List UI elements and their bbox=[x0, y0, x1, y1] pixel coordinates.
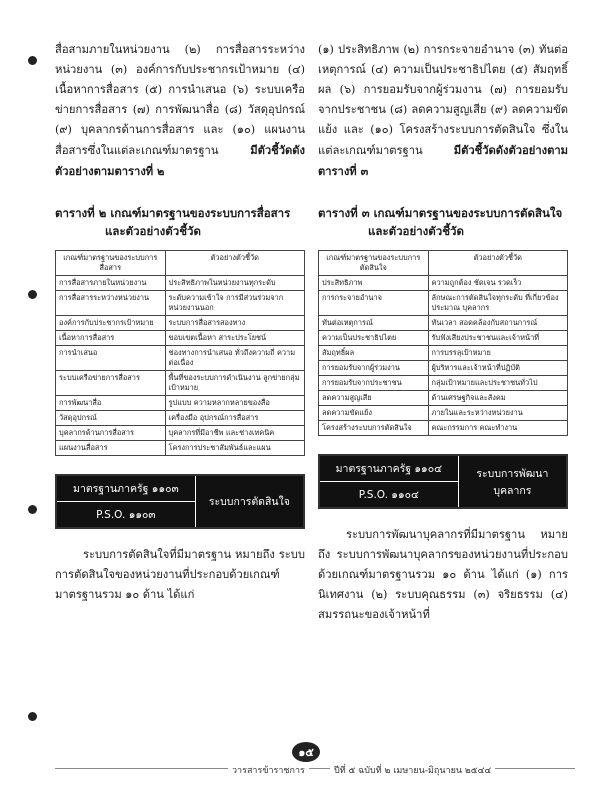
table-row bbox=[319, 331, 568, 346]
page-number: ๑๕ bbox=[292, 742, 320, 762]
table-cell: ระบบเครือข่ายการสื่อสาร bbox=[56, 371, 166, 396]
standard-box-1104 bbox=[318, 454, 568, 509]
table-row bbox=[319, 421, 568, 436]
table-cell: แผนงานสื่อสาร bbox=[56, 441, 166, 456]
table-cell: คณะกรรมการ คณะทำงาน bbox=[428, 421, 567, 436]
table-row bbox=[319, 291, 568, 316]
table-row bbox=[56, 331, 305, 346]
table-row bbox=[56, 291, 305, 316]
binder-hole bbox=[28, 712, 37, 721]
table-cell: ความถูกต้อง ชัดเจน รวดเร็ว bbox=[428, 276, 567, 291]
standard-code: มาตรฐานภาครัฐ ๑๑๐๓ bbox=[57, 476, 195, 502]
table-row bbox=[56, 371, 305, 396]
table-cell: ลดความสูญเสีย bbox=[319, 391, 429, 406]
table-row bbox=[56, 411, 305, 426]
table-row bbox=[56, 396, 305, 411]
table-2-title-line2: และตัวอย่างตัวชี้วัด bbox=[105, 224, 201, 238]
table-2-title bbox=[55, 204, 305, 240]
table-header-cell: เกณฑ์มาตรฐานของระบบการสื่อสาร bbox=[56, 251, 166, 276]
standard-title: ระบบการพัฒนาบุคลากร bbox=[476, 467, 549, 497]
table-cell: การกระจายอำนาจ bbox=[319, 291, 429, 316]
table-cell: การยอมรับจากผู้ร่วมงาน bbox=[319, 361, 429, 376]
table-cell: การสื่อสารระหว่างหน่วยงาน bbox=[56, 291, 166, 316]
table-3-title-line1: ตารางที่ ๓ เกณฑ์มาตรฐานของระบบการตัดสินใจ bbox=[318, 206, 563, 220]
left-paragraph-1-text: สื่อสามภายในหน่วยงาน (๒) การสื่อสารระหว่างหน่วยงาน (๓) องค์การกับประชากรเป้าหมาย (๔) เนื้อหาการสื่อสาร (๕) การนำเสนอ (๖) ระบบเครือข่ายการสื่อสาร (๗) การพัฒนาสื่อ (๘) วัสดุอุปกรณ์ (๙) บุคลากรด้านการสื่อสาร และ (๑๐) แผนงานสื่อสารซึ่งในแต่ละเกณฑ์มาตรฐาน bbox=[55, 43, 305, 157]
binder-hole bbox=[28, 505, 37, 514]
table-cell: การสื่อสารภายในหน่วยงาน bbox=[56, 276, 166, 291]
table-header-row bbox=[56, 251, 305, 276]
table-header-row bbox=[319, 251, 568, 276]
footer-rule bbox=[55, 768, 575, 769]
table-cell: บุคลากรที่มีอาชีพ และช่างเทคนิค bbox=[165, 426, 304, 441]
table-cell: การนำเสนอ bbox=[56, 346, 166, 371]
table-cell: ผู้บริหารและเจ้าหน้าที่ปฏิบัติ bbox=[428, 361, 567, 376]
table-cell: องค์การกับประชากรเป้าหมาย bbox=[56, 316, 166, 331]
left-paragraph-1-end: มีตัวชี้วัดดังตัวอย่างตามตารางที่ ๒ bbox=[55, 143, 305, 178]
table-row bbox=[319, 346, 568, 361]
table-cell: รูปแบบ ความหลากหลายของสื่อ bbox=[165, 396, 304, 411]
table-cell: การพัฒนาสื่อ bbox=[56, 396, 166, 411]
right-column bbox=[318, 40, 568, 625]
table-header-cell: ตัวอย่างตัวชี้วัด bbox=[165, 251, 304, 276]
binder-hole bbox=[28, 290, 37, 299]
table-row bbox=[319, 361, 568, 376]
table-row bbox=[319, 376, 568, 391]
table-row bbox=[319, 406, 568, 421]
table-cell: ความเป็นประชาธิปไตย bbox=[319, 331, 429, 346]
table-cell: ทันเวลา สอดคล้องกับสถานการณ์ bbox=[428, 316, 567, 331]
standard-code: มาตรฐานภาครัฐ ๑๑๐๔ bbox=[320, 456, 458, 482]
standard-title: ระบบการตัดสินใจ bbox=[208, 496, 290, 508]
table-3-title-line2: และตัวอย่างตัวชี้วัด bbox=[368, 224, 464, 238]
table-cell: ช่องทางการนำเสนอ ทั่วถึงความถี่ ความต่อเนื่อง bbox=[165, 346, 304, 371]
table-cell: กลุ่มเป้าหมายและประชาชนทั่วไป bbox=[428, 376, 567, 391]
table-cell: การบรรลุเป้าหมาย bbox=[428, 346, 567, 361]
table-cell: ประสิทธิภาพในหน่วยงานทุกระดับ bbox=[165, 276, 304, 291]
table-cell: บุคลากรด้านการสื่อสาร bbox=[56, 426, 166, 441]
right-paragraph-2: ระบบการพัฒนาบุคลากรที่มีมาตรฐาน หมายถึง ระบบการพัฒนาบุคลากรของหน่วยงานที่ประกอบด้วยเกณฑ์มาตรฐานรวม ๑๐ ด้าน ได้แก่ (๑) การนิเทศงาน (๒) ระบบคุณธรรม (๓) จริยธรรม (๔) สมรรถนะของเจ้าหน้าที่ bbox=[318, 528, 568, 621]
standard-pso-code: P.S.O. ๑๑๐๓ bbox=[96, 509, 156, 521]
table-2 bbox=[55, 250, 305, 456]
table-row bbox=[319, 391, 568, 406]
right-paragraph-1-end: มีตัวชี้วัดดังตัวอย่างตามตารางที่ ๓ bbox=[318, 143, 568, 178]
table-row bbox=[56, 426, 305, 441]
binder-hole bbox=[28, 56, 37, 65]
table-3 bbox=[318, 250, 568, 436]
table-cell: ระบบการสื่อสารสองทาง bbox=[165, 316, 304, 331]
left-column bbox=[55, 40, 305, 605]
table-cell: ระดับความเข้าใจ การมีส่วนร่วมจากหน่วยงานนอก bbox=[165, 291, 304, 316]
left-paragraph-1 bbox=[55, 40, 305, 182]
table-row bbox=[56, 346, 305, 371]
table-cell: โครงสร้างระบบการตัดสินใจ bbox=[319, 421, 429, 436]
table-cell: วัสดุอุปกรณ์ bbox=[56, 411, 166, 426]
table-header-cell: ตัวอย่างตัวชี้วัด bbox=[428, 251, 567, 276]
table-cell: ลักษณะการตัดสินใจทุกระดับ ที่เกี่ยวข้อง ประมาณ บุคลากร bbox=[428, 291, 567, 316]
table-row bbox=[319, 316, 568, 331]
standard-box-1103 bbox=[55, 474, 305, 529]
table-cell: ด้านเศรษฐกิจและสังคม bbox=[428, 391, 567, 406]
table-row bbox=[319, 276, 568, 291]
table-cell: การยอมรับจากประชาชน bbox=[319, 376, 429, 391]
table-header-cell: เกณฑ์มาตรฐานของระบบการตัดสินใจ bbox=[319, 251, 429, 276]
footer-issue-info: ปีที่ ๕ ฉบับที่ ๒ เมษายน-มิถุนายน ๒๕๔๔ bbox=[330, 763, 495, 777]
table-cell: สัมฤทธิ์ผล bbox=[319, 346, 429, 361]
table-cell: ประสิทธิภาพ bbox=[319, 276, 429, 291]
standard-pso-code: P.S.O. ๑๑๐๔ bbox=[358, 489, 419, 501]
table-cell: เนื้อหาการสื่อสาร bbox=[56, 331, 166, 346]
table-cell: ขอบเขตเนื้อหา สาระประโยชน์ bbox=[165, 331, 304, 346]
table-cell: รับฟังเสียงประชาชนและเจ้าหน้าที่ bbox=[428, 331, 567, 346]
table-2-title-line1: ตารางที่ ๒ เกณฑ์มาตรฐานของระบบการสื่อสาร bbox=[55, 206, 291, 220]
right-paragraph-1-text: (๑) ประสิทธิภาพ (๒) การกระจายอำนาจ (๓) ทันต่อเหตุการณ์ (๔) ความเป็นประชาธิปไตย (๕) สัมฤทธิ์ผล (๖) การยอมรับจากผู้ร่วมงาน (๗) การยอมรับจากประชาชน (๘) ลดความสูญเสีย (๙) ลดความขัดแย้ง และ (๑๐) โครงสร้างระบบการตัดสินใจ ซึ่งในแต่ละเกณฑ์มาตรฐาน bbox=[318, 43, 568, 157]
table-cell: เครื่องมือ อุปกรณ์การสื่อสาร bbox=[165, 411, 304, 426]
standard-code-block bbox=[57, 476, 196, 527]
footer-journal-name: วารสารข้าราชการ bbox=[228, 763, 309, 777]
right-paragraph-1 bbox=[318, 40, 568, 182]
table-cell: โครงการประชาสัมพันธ์และแผน bbox=[165, 441, 304, 456]
table-cell: ภายในและระหว่างหน่วยงาน bbox=[428, 406, 567, 421]
standard-code-block bbox=[320, 456, 459, 507]
left-paragraph-2: ระบบการตัดสินใจที่มีมาตรฐาน หมายถึง ระบบการตัดสินใจของหน่วยงานที่ประกอบด้วยเกณฑ์มาตรฐานรวม ๑๐ ด้าน ได้แก่ bbox=[55, 548, 305, 601]
table-cell: พื้นที่ของระบบการดำเนินงาน ลูกข่ายกลุ่มเป้าหมาย bbox=[165, 371, 304, 396]
table-3-title bbox=[318, 204, 568, 240]
table-cell: ลดความขัดแย้ง bbox=[319, 406, 429, 421]
table-row bbox=[56, 276, 305, 291]
table-row bbox=[56, 316, 305, 331]
table-row bbox=[56, 441, 305, 456]
table-cell: ทันต่อเหตุการณ์ bbox=[319, 316, 429, 331]
